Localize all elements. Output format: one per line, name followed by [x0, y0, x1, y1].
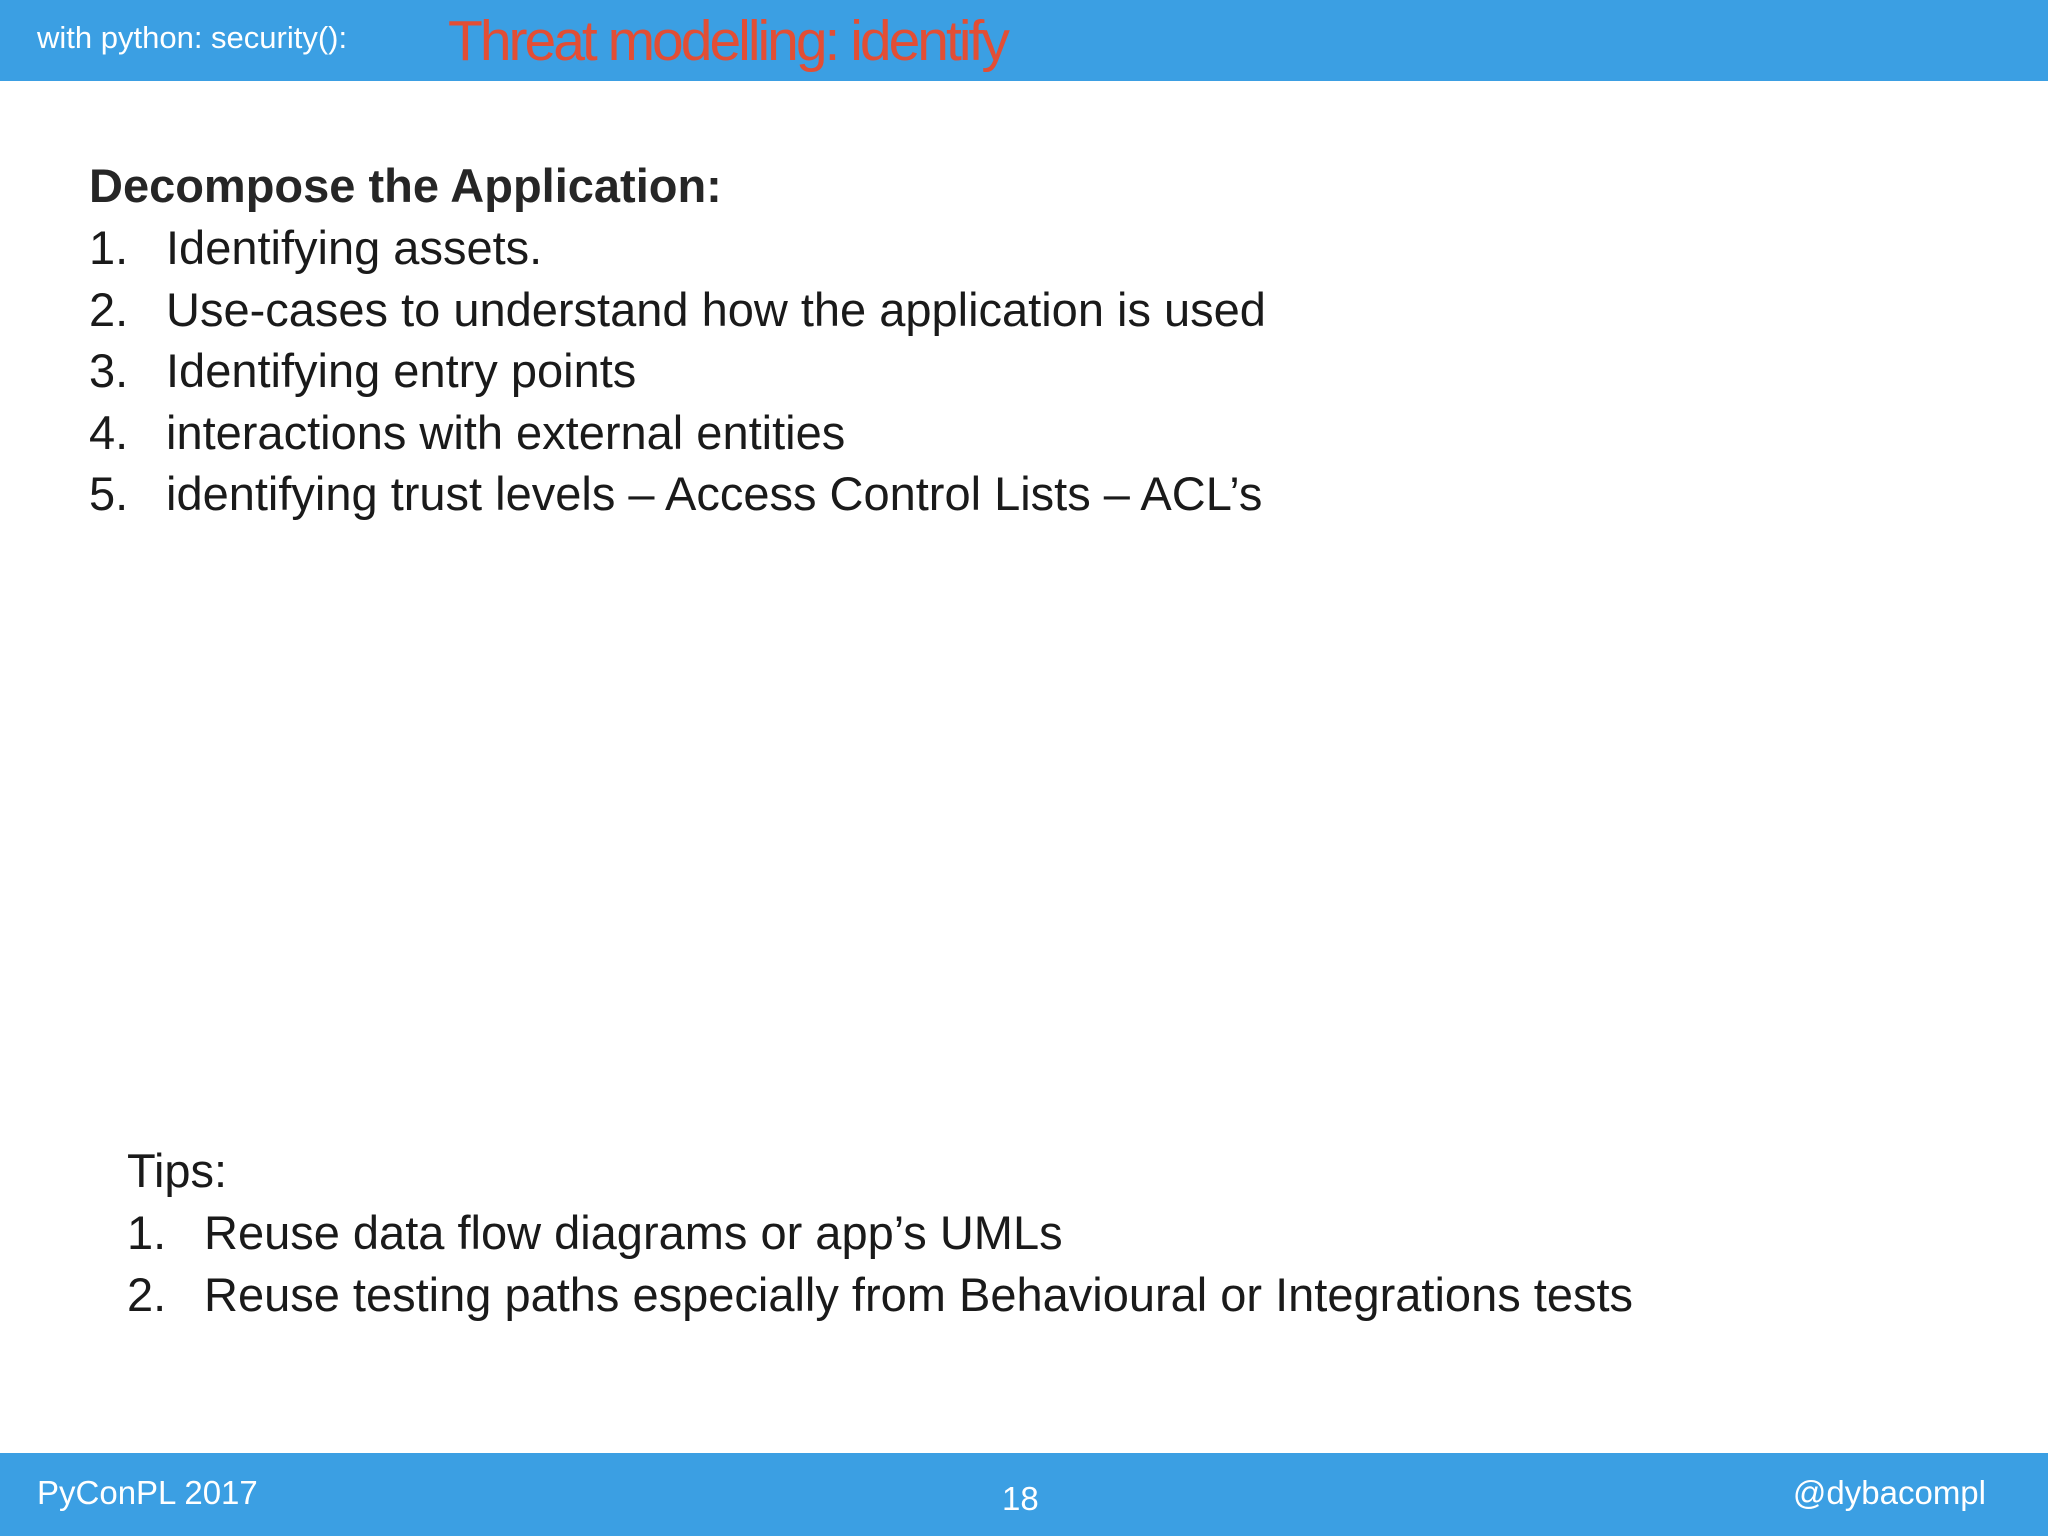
- list-item: [89, 279, 1889, 341]
- footer-bar: [0, 1453, 2048, 1536]
- list-item: [89, 340, 1889, 402]
- decompose-list: [89, 217, 1889, 525]
- tip-item-text: Reuse data flow diagrams or app’s UMLs: [204, 1206, 1063, 1259]
- list-item-text: Use-cases to understand how the application is used: [166, 282, 1266, 336]
- footer-conference: PyConPL 2017: [37, 1474, 258, 1511]
- list-item-text: Identifying assets.: [166, 221, 543, 274]
- main-content: [89, 155, 1889, 525]
- list-item: [89, 463, 1889, 525]
- tips-list: [127, 1202, 1927, 1325]
- header-bar: [0, 0, 2048, 81]
- footer-handle: @dybacompl: [1792, 1474, 1986, 1511]
- tip-item-number: 2.: [127, 1267, 167, 1321]
- list-item-text: interactions with external entities: [166, 405, 846, 459]
- list-item-number: 1.: [89, 221, 129, 274]
- tips-section: [127, 1140, 1927, 1325]
- list-item-number: 2.: [89, 282, 129, 336]
- header-prefix: with python: security():: [37, 20, 348, 55]
- slide-title: Threat modelling: identify: [448, 9, 1007, 73]
- section-heading: Decompose the Application:: [89, 159, 722, 212]
- tips-heading: Tips:: [127, 1144, 228, 1197]
- list-item-number: 5.: [89, 467, 129, 520]
- tip-item: [127, 1202, 1927, 1264]
- list-item-number: 4.: [89, 405, 129, 459]
- tip-item: [127, 1264, 1927, 1326]
- list-item-text: identifying trust levels – Access Control Lists – ACL’s: [166, 467, 1263, 520]
- page-number: 18: [1002, 1480, 1039, 1517]
- list-item: [89, 402, 1889, 464]
- tip-item-number: 1.: [127, 1206, 167, 1259]
- tip-item-text: Reuse testing paths especially from Behavioural or Integrations tests: [204, 1267, 1634, 1321]
- list-item: [89, 217, 1889, 279]
- list-item-text: Identifying entry points: [166, 344, 637, 397]
- list-item-number: 3.: [89, 344, 129, 397]
